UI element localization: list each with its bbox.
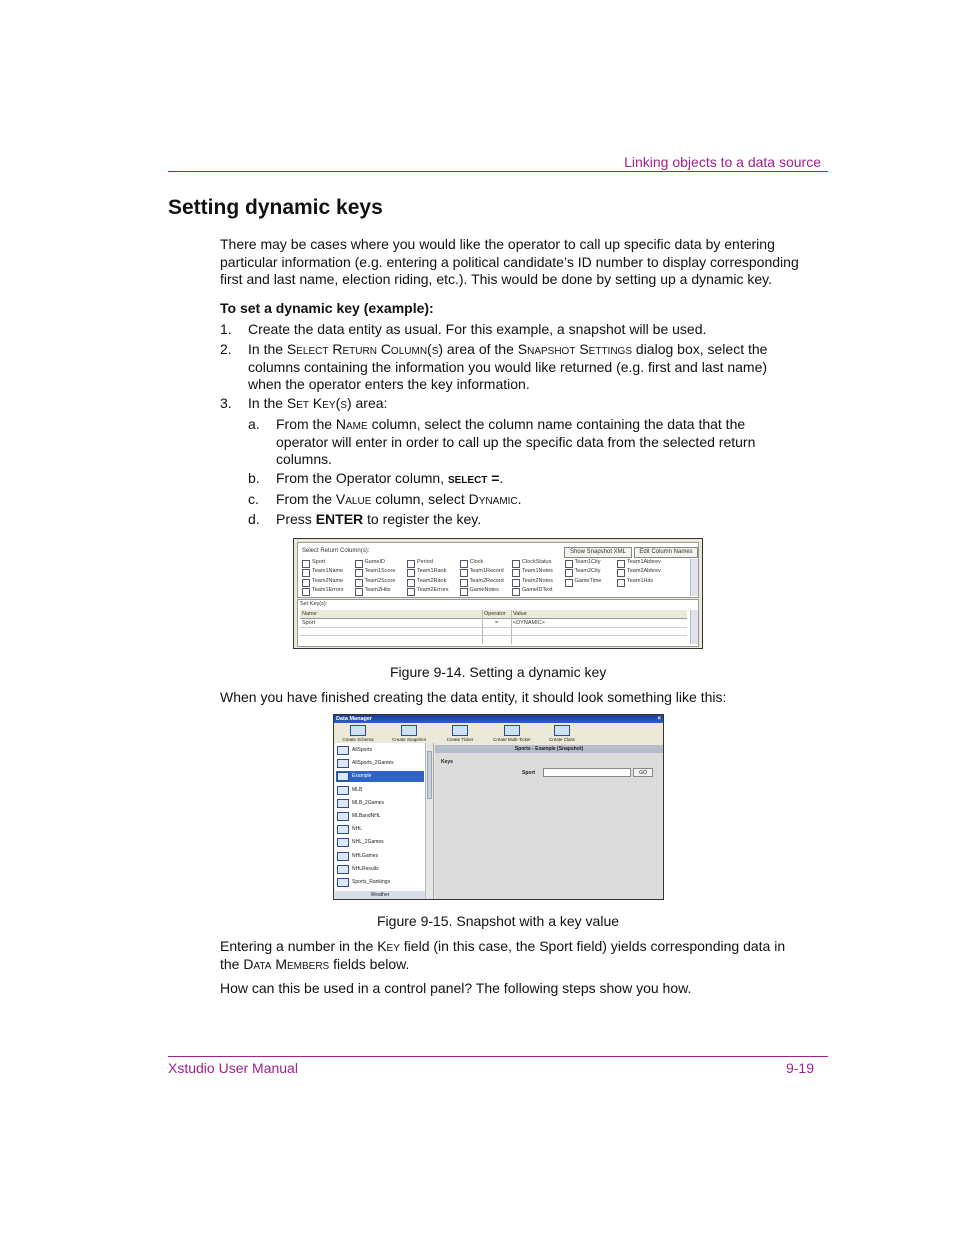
tree-item[interactable] bbox=[336, 851, 424, 862]
figure-data-manager-window bbox=[333, 714, 664, 900]
column-checkbox[interactable] bbox=[355, 588, 363, 596]
keys-scrollbar[interactable] bbox=[690, 610, 698, 644]
sport-key-label: Sport bbox=[522, 770, 536, 776]
grid-header-value: Value bbox=[513, 611, 527, 617]
column-checkbox-label: Team1Score bbox=[364, 568, 396, 575]
data-entity-tree bbox=[335, 743, 434, 899]
column-checkbox[interactable] bbox=[407, 588, 415, 596]
key-paragraph: Entering a number in the Key field (in this case, the Sport field) yields corresponding data in the Data Members fields below. bbox=[220, 938, 786, 972]
select-return-columns-group bbox=[297, 542, 699, 598]
create-multi-ticker-tool[interactable]: Create Multi-Ticker bbox=[492, 725, 532, 742]
figure-1-caption: Figure 9-14. Setting a dynamic key bbox=[390, 664, 607, 680]
steps-list: 1. Create the data entity as usual. For this example, a snapshot will be used. 2. In the Select Return Column(s) area of the Snapshot Settings dialog box, select the columns containing the information you would like returned (e.g. first and last name) when the operator enters the key information. 3. In the Set Key(s) area: a. From the Name column, select the column name containing the data that the operator will enter in order to call up the specific data from the selected return columns. b. From the Operator column, select =. c. From the Value column, select Dynamic. d. Press ENTER to register the key. bbox=[220, 321, 768, 527]
figure-set-keys-dialog bbox=[293, 538, 703, 649]
column-checkbox[interactable] bbox=[565, 579, 573, 587]
closing-paragraph: How can this be used in a control panel? The following steps show you how. bbox=[220, 980, 692, 996]
schema-icon bbox=[350, 725, 366, 736]
snapshot-icon bbox=[337, 878, 349, 887]
figure-2-caption: Figure 9-15. Snapshot with a key value bbox=[377, 913, 620, 929]
after-figure-paragraph: When you have finished creating the data entity, it should look something like this: bbox=[220, 689, 727, 705]
column-checkbox[interactable] bbox=[407, 560, 415, 568]
tree-scroll-thumb[interactable] bbox=[427, 751, 432, 799]
tree-item-label: AllSports bbox=[352, 747, 373, 753]
keys-label: Keys bbox=[441, 759, 453, 765]
column-checkbox-label: Team1Abbrev bbox=[627, 559, 661, 565]
column-checkbox-label: Team2Name bbox=[312, 577, 344, 584]
ticker-icon bbox=[452, 725, 468, 736]
column-checkbox-label: Clock bbox=[469, 559, 484, 565]
tree-item-label: Example bbox=[352, 773, 372, 780]
column-checkbox[interactable] bbox=[302, 579, 310, 587]
set-keys-group bbox=[297, 599, 699, 647]
snapshot-icon bbox=[337, 786, 349, 795]
tree-item[interactable] bbox=[336, 745, 424, 756]
section-title: Setting dynamic keys bbox=[168, 196, 383, 219]
set-keys-label: Set Key(s): bbox=[300, 601, 328, 607]
show-snapshot-xml-button[interactable]: Show Snapshot XML bbox=[564, 547, 632, 558]
create-snapshot-tool[interactable]: Create Snapshot bbox=[389, 725, 429, 742]
column-checkbox-label: GameNotes bbox=[469, 587, 499, 594]
grid-row-line bbox=[300, 627, 687, 628]
column-checkbox[interactable] bbox=[302, 588, 310, 596]
tree-item[interactable] bbox=[336, 785, 424, 796]
close-icon[interactable]: × bbox=[657, 716, 661, 722]
column-checkbox-label: Team2Notes bbox=[522, 577, 553, 584]
column-checkbox[interactable] bbox=[355, 579, 363, 587]
create-schema-tool[interactable]: Create Schema bbox=[338, 725, 378, 742]
column-checkbox-label: Period bbox=[417, 559, 433, 565]
column-checkbox[interactable] bbox=[617, 560, 625, 568]
edit-column-names-button[interactable]: Edit Column Names bbox=[634, 547, 698, 558]
tree-item[interactable] bbox=[336, 824, 424, 835]
column-checkbox[interactable] bbox=[302, 560, 310, 568]
column-checkbox[interactable] bbox=[512, 560, 520, 568]
column-checkbox[interactable] bbox=[355, 560, 363, 568]
column-checkbox-label: ClockStatus bbox=[522, 559, 552, 565]
column-checkbox-label: Team1Record bbox=[469, 568, 504, 575]
grid-row-line bbox=[300, 635, 687, 636]
column-checkbox[interactable] bbox=[512, 579, 520, 587]
multi-ticker-icon bbox=[504, 725, 520, 736]
column-checkbox-label: Team2Errors bbox=[417, 587, 449, 594]
column-checkbox-label: Team1Name bbox=[312, 568, 344, 575]
tree-item[interactable] bbox=[336, 771, 424, 782]
column-checkbox-label: Team2Score bbox=[364, 577, 396, 584]
column-checkbox-label: GameID bbox=[364, 559, 385, 565]
column-checkbox[interactable] bbox=[355, 569, 363, 577]
column-checkbox[interactable] bbox=[407, 579, 415, 587]
snapshot-icon bbox=[337, 746, 349, 755]
snapshot-icon bbox=[337, 865, 349, 874]
tree-item[interactable] bbox=[336, 811, 424, 822]
column-checkbox-label: Team1Errors bbox=[312, 587, 344, 594]
column-checkbox-label: Team2Record bbox=[469, 577, 504, 584]
column-checkbox[interactable] bbox=[617, 569, 625, 577]
column-checkbox[interactable] bbox=[460, 560, 468, 568]
create-ticker-tool[interactable]: Create Ticker bbox=[440, 725, 480, 742]
tree-item-weather[interactable]: Weather bbox=[335, 891, 425, 899]
column-checkbox-label: Team2Rank bbox=[417, 577, 447, 584]
column-checkbox[interactable] bbox=[512, 569, 520, 577]
snapshot-panel bbox=[435, 745, 663, 899]
grid-header-operator: Operator bbox=[484, 611, 506, 617]
column-checkbox-label: Team1Rank bbox=[417, 568, 447, 575]
snapshot-icon bbox=[401, 725, 417, 736]
column-checkbox[interactable] bbox=[617, 579, 625, 587]
column-checkbox-label: Team2City bbox=[574, 568, 601, 575]
snapshot-icon bbox=[337, 772, 349, 781]
column-checkbox[interactable] bbox=[460, 569, 468, 577]
go-button[interactable]: GO bbox=[633, 768, 653, 777]
running-header: Linking objects to a data source bbox=[624, 154, 821, 170]
grid-cell-operator[interactable]: = bbox=[495, 620, 499, 626]
select-return-columns-label: Select Return Column(s): bbox=[302, 548, 370, 554]
tree-item-label: NHLResults bbox=[352, 865, 379, 872]
grid-header-name: Name bbox=[302, 611, 317, 617]
tree-item[interactable] bbox=[336, 877, 424, 888]
window-titlebar bbox=[334, 715, 663, 723]
footer-rule bbox=[168, 1056, 828, 1057]
header-rule bbox=[168, 171, 828, 172]
grid-cell-value[interactable]: <DYNAMIC> bbox=[513, 620, 545, 626]
procedure-heading: To set a dynamic key (example): bbox=[220, 300, 434, 316]
tree-item-label: Sports_Rankings bbox=[352, 879, 391, 885]
tree-item-label: AllSports_2Games bbox=[352, 760, 394, 767]
column-checkbox-label: Team2Abbrev bbox=[627, 568, 661, 575]
column-checkbox-label: Team1Notes bbox=[522, 568, 553, 575]
column-checkbox[interactable] bbox=[460, 579, 468, 587]
grid-cell-name[interactable]: Sport bbox=[302, 620, 316, 626]
tree-item-label: NHL_2Games bbox=[352, 839, 384, 846]
column-checkbox-label: Team1City bbox=[574, 559, 601, 565]
snapshot-icon bbox=[337, 852, 349, 861]
column-checkbox[interactable] bbox=[302, 569, 310, 577]
column-checkbox[interactable] bbox=[460, 588, 468, 596]
column-checkbox-label: Team1Hits bbox=[627, 577, 653, 584]
tree-item-label: MLBandNHL bbox=[352, 813, 381, 819]
create-class-tool[interactable]: Create Class bbox=[542, 725, 582, 742]
footer-page-number: 9-19 bbox=[785, 1060, 814, 1076]
footer-manual-title: Xstudio User Manual bbox=[168, 1060, 298, 1076]
sport-key-input[interactable] bbox=[543, 768, 631, 777]
tree-item-label: MLB bbox=[352, 786, 363, 793]
panel-header: Sports - Example (Snapshot) bbox=[435, 745, 663, 753]
tree-item[interactable] bbox=[336, 864, 424, 875]
column-checkbox[interactable] bbox=[565, 569, 573, 577]
snapshot-icon bbox=[337, 838, 349, 847]
columns-scrollbar[interactable] bbox=[690, 559, 698, 596]
column-checkbox-label: Sport bbox=[312, 559, 326, 565]
tree-item[interactable] bbox=[336, 837, 424, 848]
column-checkbox[interactable] bbox=[512, 588, 520, 596]
snapshot-icon bbox=[337, 825, 349, 834]
tree-item-label: MLB_2Games bbox=[352, 799, 384, 806]
column-checkbox-label: Team2Hits bbox=[364, 587, 391, 594]
snapshot-icon bbox=[337, 759, 349, 768]
column-checkbox[interactable] bbox=[407, 569, 415, 577]
tree-scrollbar[interactable] bbox=[425, 743, 433, 899]
snapshot-icon bbox=[337, 799, 349, 808]
tree-item-label: NHL bbox=[352, 826, 363, 833]
tree-item[interactable] bbox=[336, 758, 424, 769]
column-checkbox-label: GameTime bbox=[574, 577, 602, 584]
intro-paragraph: There may be cases where you would like the operator to call up specific data by entering particular information (e.g. entering a political candidate’s ID number to display corresponding first and last name, election riding, etc.). This would be done by setting up a dynamic key. bbox=[220, 236, 799, 287]
window-title: Data Manager bbox=[336, 716, 373, 722]
snapshot-icon bbox=[337, 812, 349, 821]
tree-item-label: NHLGames bbox=[352, 852, 379, 859]
column-checkbox-label: GameIDText bbox=[522, 587, 553, 594]
class-icon bbox=[554, 725, 570, 736]
tree-item[interactable] bbox=[336, 798, 424, 809]
column-checkbox[interactable] bbox=[565, 560, 573, 568]
